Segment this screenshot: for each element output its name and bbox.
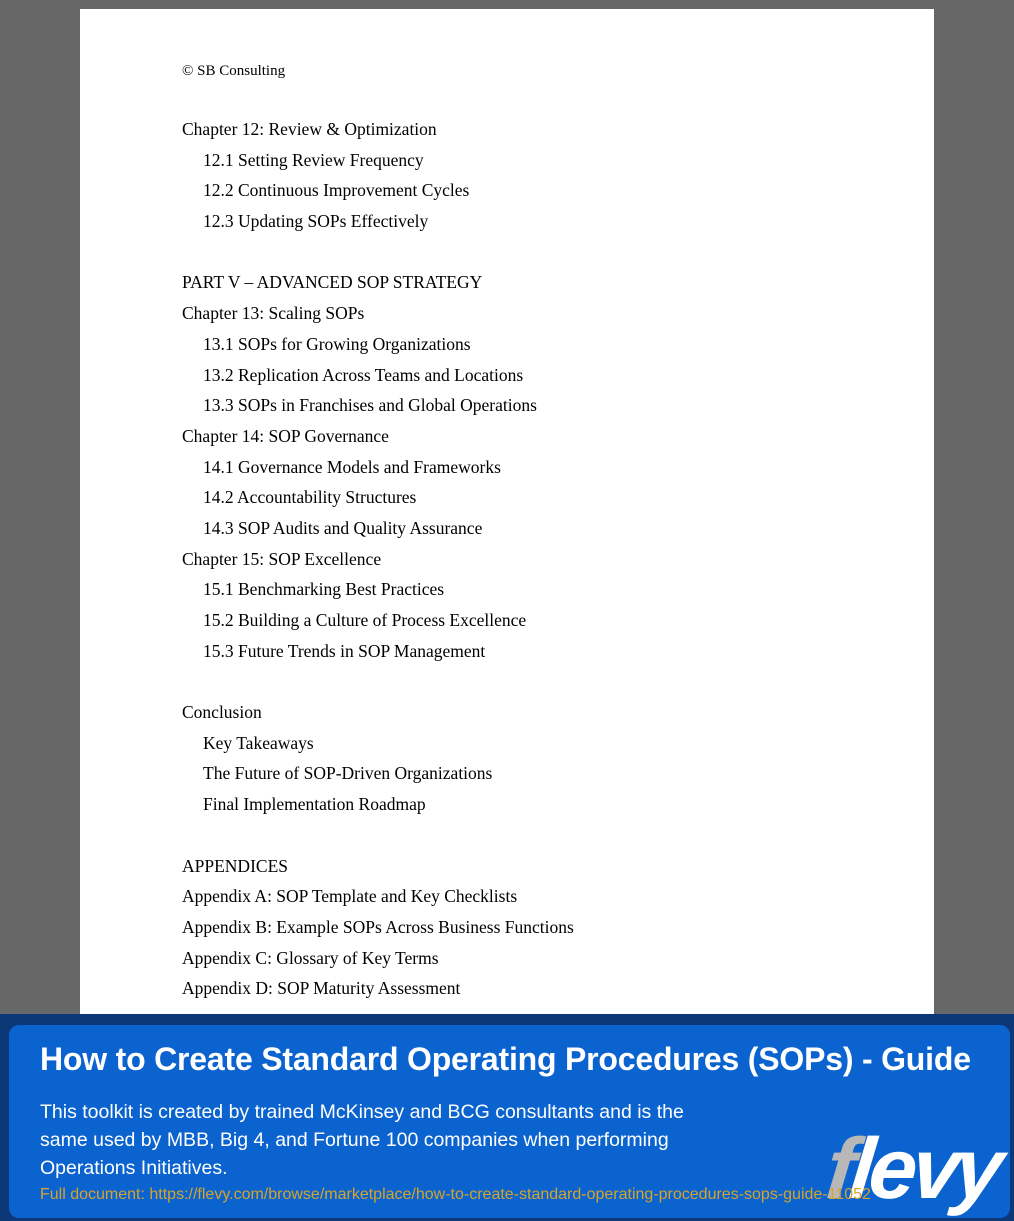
toc-line [80, 666, 934, 697]
toc-line: Chapter 14: SOP Governance [182, 425, 389, 446]
banner-description [40, 1098, 684, 1182]
banner-description-line: same used by MBB, Big 4, and Fortune 100 companies when performing [40, 1129, 669, 1151]
toc-line [80, 237, 934, 268]
toc-line: 12.3 Updating SOPs Effectively [203, 211, 429, 232]
toc-line: 14.1 Governance Models and Frameworks [203, 456, 501, 477]
toc-line: Appendix D: SOP Maturity Assessment [182, 978, 461, 999]
document-page [80, 9, 934, 1015]
toc-line: PART V – ADVANCED SOP STRATEGY [182, 272, 483, 293]
toc-line: Appendix C: Glossary of Key Terms [182, 947, 439, 968]
full-document-link[interactable]: https://flevy.com/browse/marketplace/how-to-create-standard-operating-procedures-sops-guide-11052 [149, 1186, 871, 1203]
toc-line: 12.1 Setting Review Frequency [203, 149, 424, 170]
toc-line: The Future of SOP-Driven Organizations [203, 763, 493, 784]
toc-line: 13.3 SOPs in Franchises and Global Operations [203, 395, 537, 416]
full-document-line [40, 1186, 871, 1204]
toc-line: Key Takeaways [203, 732, 314, 753]
flevy-logo-levy: levy [845, 1121, 1004, 1218]
toc-line [80, 820, 934, 851]
toc-line: Chapter 12: Review & Optimization [182, 119, 437, 139]
promo-banner [0, 1014, 1014, 1221]
toc-line: 14.3 SOP Audits and Quality Assurance [203, 517, 483, 538]
banner-description-line: Operations Initiatives. [40, 1157, 228, 1179]
toc-line: Conclusion [182, 702, 262, 723]
full-document-label: Full document: [40, 1186, 150, 1203]
copyright-notice: © SB Consulting [182, 63, 286, 79]
toc-line: 12.2 Continuous Improvement Cycles [203, 180, 470, 201]
toc-line: 13.2 Replication Across Teams and Locations [203, 364, 524, 385]
toc-line: 15.2 Building a Culture of Process Excellence [203, 610, 527, 630]
toc-line: Appendix B: Example SOPs Across Business Functions [182, 916, 574, 937]
flevy-logo-f: f [822, 1121, 856, 1218]
toc-line: 14.2 Accountability Structures [203, 487, 417, 508]
toc-line: Final Implementation Roadmap [203, 794, 426, 815]
banner-title: How to Create Standard Operating Procedures (SOPs) - Guide [40, 1041, 971, 1077]
toc-line: Chapter 13: Scaling SOPs [182, 303, 365, 324]
toc-line: 15.3 Future Trends in SOP Management [203, 640, 486, 661]
toc-line: APPENDICES [182, 855, 288, 876]
toc-line: Appendix A: SOP Template and Key Checklists [182, 886, 518, 907]
toc-line: Chapter 15: SOP Excellence [182, 548, 382, 569]
banner-description-line: This toolkit is created by trained McKinsey and BCG consultants and is the [40, 1101, 684, 1123]
toc-line: 13.1 SOPs for Growing Organizations [203, 333, 471, 354]
toc-line: 15.1 Benchmarking Best Practices [203, 579, 445, 600]
table-of-contents [80, 114, 934, 1004]
